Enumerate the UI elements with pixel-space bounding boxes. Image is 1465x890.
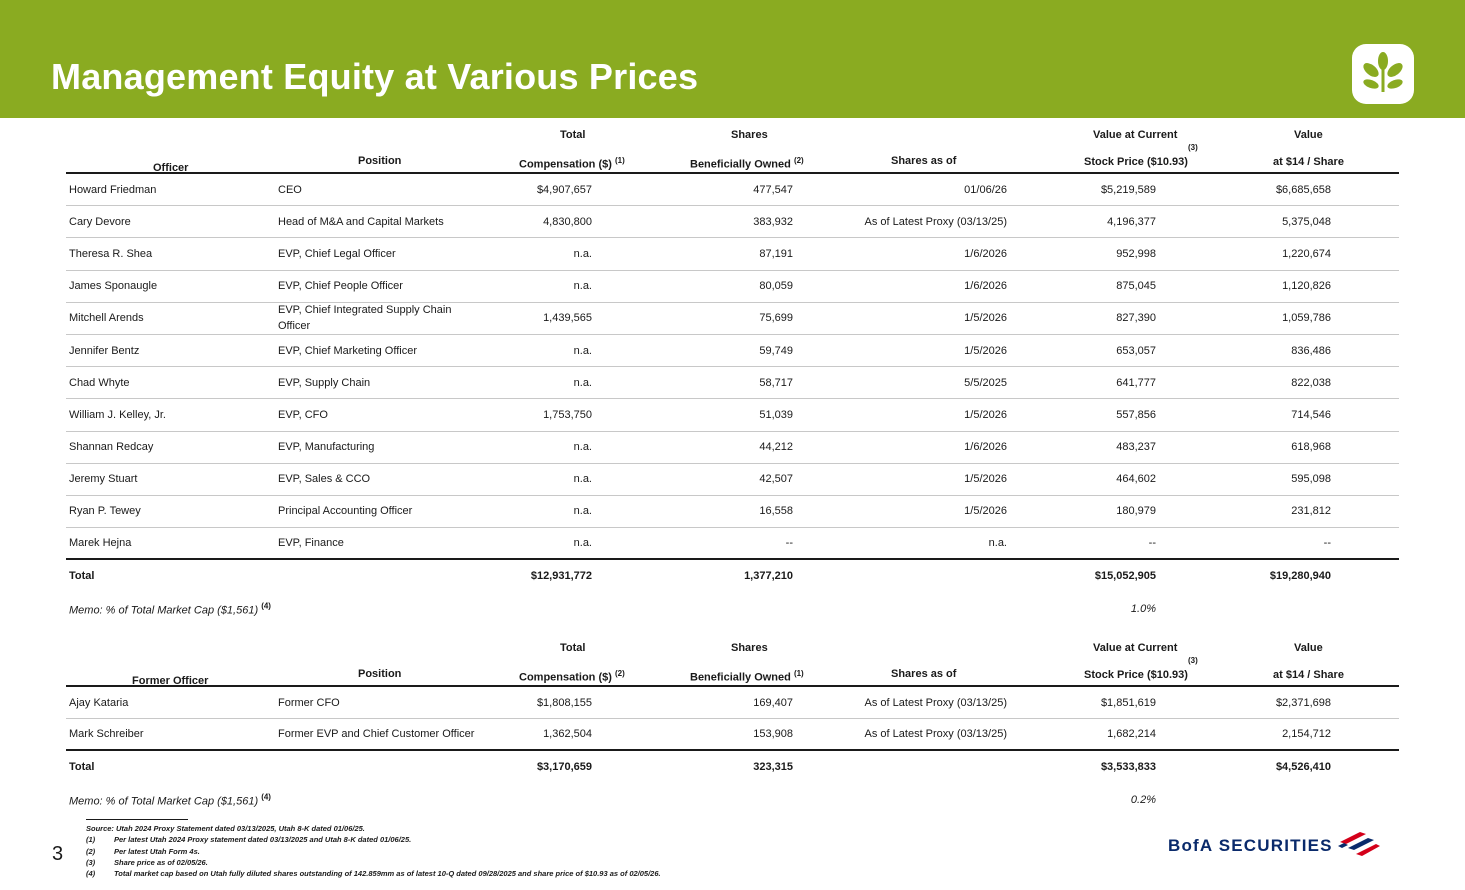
officer-name: Shannan Redcay [69, 441, 154, 454]
total-row [66, 560, 1399, 592]
officer-name: James Sponaugle [69, 280, 158, 293]
total-compensation: n.a. [573, 247, 592, 260]
table-row [66, 464, 1399, 496]
officer-name: Ryan P. Tewey [69, 505, 141, 518]
footnote-number: (4) [86, 869, 96, 879]
shares-as-of: As of Latest Proxy (03/13/25) [864, 215, 1007, 228]
table-row [66, 303, 1399, 335]
table-row [66, 206, 1399, 238]
value-current: 952,998 [1116, 247, 1156, 260]
footnote-number: (2) [86, 846, 96, 856]
value-at-14: 2,154,712 [1282, 728, 1331, 741]
table-row [66, 367, 1399, 399]
officer-position: Former EVP and Chief Customer Officer [278, 728, 475, 741]
shares-owned: 153,908 [753, 728, 793, 741]
shares-as-of: 5/5/2025 [964, 376, 1007, 389]
col-header-asof: Shares as of [891, 668, 957, 680]
shares-owned: 477,547 [753, 183, 793, 196]
value-current: 464,602 [1116, 473, 1156, 486]
table-body [66, 174, 1399, 560]
footnote-text: Share price as of 02/05/26. [114, 857, 208, 867]
officer-position: EVP, Chief Integrated Supply Chain Officer [278, 304, 452, 333]
title-banner [0, 0, 1465, 118]
total-compensation: n.a. [573, 376, 592, 389]
footnote-rule [86, 819, 188, 820]
officer-position: EVP, Manufacturing [278, 441, 375, 454]
footnote-number: (1) [86, 835, 96, 845]
officer-position: EVP, Chief Legal Officer [278, 247, 396, 260]
table-row [66, 528, 1399, 560]
officer-position: Principal Accounting Officer [278, 505, 413, 518]
col-header-shares: Beneficially Owned $^{(1)}$ [690, 669, 804, 684]
col-header-comp: Compensation ($) $^{(2)}$ [519, 669, 625, 684]
col-header-comp-top: Total [560, 129, 586, 141]
brand-wordmark: BofA SECURITIES [1168, 836, 1333, 855]
shares-owned: 58,717 [759, 376, 793, 389]
total-compensation: n.a. [573, 344, 592, 357]
officer-position: Head of M&A and Capital Markets [278, 215, 444, 228]
total-value: $3,533,833 [1100, 761, 1156, 774]
value-at-14: 1,220,674 [1282, 247, 1331, 260]
total-compensation: 4,830,800 [543, 215, 592, 228]
total-label: Total [69, 761, 95, 774]
table-row [66, 335, 1399, 367]
footnote-item [86, 846, 661, 857]
table-row [66, 271, 1399, 303]
memo-row [66, 784, 1399, 816]
current-officers-table [66, 125, 1399, 625]
col-header-value: Stock Price ($10.93) [1084, 669, 1188, 681]
value-at-14: $6,685,658 [1275, 183, 1331, 196]
value-at-14: 595,098 [1291, 473, 1331, 486]
col-header-value-top: Value at Current [1093, 642, 1178, 654]
col-header-value-note: (3) [1188, 656, 1198, 665]
shares-as-of: 1/6/2026 [964, 247, 1007, 260]
col-header-shares-top: Shares [731, 642, 768, 654]
total-compensation: n.a. [573, 505, 592, 518]
footnote-text: Per latest Utah Form 4s. [114, 846, 200, 856]
value-at-14: 1,059,786 [1282, 312, 1331, 325]
table-body [66, 687, 1399, 751]
shares-as-of: 1/6/2026 [964, 280, 1007, 293]
value-at-14: 822,038 [1291, 376, 1331, 389]
officer-position: EVP, Supply Chain [278, 376, 371, 389]
officer-name: Jennifer Bentz [69, 344, 140, 357]
officer-name: Marek Hejna [69, 537, 132, 550]
value-at-14: 231,812 [1291, 505, 1331, 518]
shares-owned: 59,749 [759, 344, 793, 357]
shares-owned: 42,507 [759, 473, 793, 486]
col-header-asof: Shares as of [891, 155, 957, 167]
total-compensation: n.a. [573, 473, 592, 486]
shares-owned: 80,059 [759, 280, 793, 293]
officer-position: EVP, Chief People Officer [278, 280, 403, 293]
table-header [66, 125, 1399, 174]
memo-row [66, 592, 1399, 624]
value-current: 4,196,377 [1107, 215, 1156, 228]
memo-value: 1.0% [1130, 602, 1156, 615]
col-header-comp: Compensation ($) $^{(1)}$ [519, 156, 625, 171]
shares-owned: -- [785, 537, 793, 550]
total-comp: $3,170,659 [536, 761, 592, 774]
col-header-value: Stock Price ($10.93) [1084, 156, 1188, 168]
officer-name: Cary Devore [69, 215, 131, 228]
shares-as-of: As of Latest Proxy (03/13/25) [864, 728, 1007, 741]
col-header-officer: Former Officer [132, 675, 209, 687]
total-shares: 323,315 [753, 761, 793, 774]
memo-value: 0.2% [1130, 793, 1156, 806]
officer-name: Chad Whyte [69, 376, 130, 389]
footnote-text: Total market cap based on Utah fully diluted shares outstanding of 142.859mm as of latest 10-Q dated 09/28/2025 and share price of $10.93 as of 02/05/26. [114, 869, 661, 879]
total-value14: $19,280,940 [1269, 570, 1331, 583]
col-header-value14-top: Value [1294, 129, 1323, 141]
col-header-shares: Beneficially Owned $^{(2)}$ [690, 156, 804, 171]
footnote-item [86, 857, 661, 868]
officer-name: Ajay Kataria [69, 696, 129, 709]
footnotes [86, 819, 661, 879]
shares-as-of: 1/5/2026 [964, 473, 1007, 486]
table-header [66, 638, 1399, 687]
shares-owned: 169,407 [753, 696, 793, 709]
value-at-14: 5,375,048 [1282, 215, 1331, 228]
officer-name: Howard Friedman [69, 183, 157, 196]
value-current: $1,851,619 [1100, 696, 1156, 709]
total-value: $15,052,905 [1094, 570, 1156, 583]
shares-as-of: 1/5/2026 [964, 344, 1007, 357]
value-at-14: 1,120,826 [1282, 280, 1331, 293]
shares-as-of: 01/06/26 [964, 183, 1007, 196]
value-current: -- [1148, 537, 1156, 550]
footnote-item [86, 834, 661, 845]
col-header-shares-top: Shares [731, 129, 768, 141]
table-row [66, 496, 1399, 528]
memo-label: Memo: % of Total Market Cap ($1,561) $^{(4)}$ [69, 792, 271, 807]
value-at-14: -- [1323, 537, 1331, 550]
total-compensation: n.a. [573, 280, 592, 293]
table-row [66, 238, 1399, 270]
value-at-14: 618,968 [1291, 441, 1331, 454]
former-officers-table [66, 638, 1399, 816]
footnote-number: (3) [86, 857, 96, 867]
officer-position: EVP, Sales & CCO [278, 473, 371, 486]
value-current: 827,390 [1116, 312, 1156, 325]
shares-as-of: 1/5/2026 [964, 312, 1007, 325]
total-compensation: n.a. [573, 441, 592, 454]
col-header-value14: at $14 / Share [1273, 669, 1344, 681]
value-current: 875,045 [1116, 280, 1156, 293]
value-current: $5,219,589 [1100, 183, 1156, 196]
officer-name: Theresa R. Shea [69, 247, 153, 260]
footnote-list [86, 834, 661, 879]
col-header-position: Position [358, 155, 402, 167]
shares-owned: 383,932 [753, 215, 793, 228]
total-compensation: 1,439,565 [543, 312, 592, 325]
officer-position: CEO [278, 183, 302, 196]
table-row [66, 719, 1399, 751]
page-number: 3 [52, 843, 64, 865]
shares-as-of: 1/5/2026 [964, 505, 1007, 518]
footnote-source: Source: Utah 2024 Proxy Statement dated 03/13/2025, Utah 8-K dated 01/06/25. [86, 824, 365, 833]
table-row [66, 432, 1399, 464]
total-compensation: $4,907,657 [536, 183, 592, 196]
value-current: 557,856 [1116, 408, 1156, 421]
col-header-value-top: Value at Current [1093, 129, 1178, 141]
col-header-value14: at $14 / Share [1273, 156, 1344, 168]
col-header-officer: Officer [153, 162, 189, 174]
shares-as-of: 1/5/2026 [964, 408, 1007, 421]
total-compensation: 1,362,504 [543, 728, 592, 741]
bofa-flag-icon [1336, 830, 1380, 856]
value-at-14: 836,486 [1291, 344, 1331, 357]
officer-name: Mitchell Arends [69, 312, 144, 325]
value-current: 180,979 [1116, 505, 1156, 518]
total-compensation: $1,808,155 [536, 696, 592, 709]
shares-owned: 87,191 [759, 247, 793, 260]
shares-as-of: n.a. [988, 537, 1007, 550]
shares-owned: 51,039 [759, 408, 793, 421]
footnote-item [86, 868, 661, 879]
col-header-value14-top: Value [1294, 642, 1323, 654]
shares-owned: 16,558 [759, 505, 793, 518]
total-value14: $4,526,410 [1275, 761, 1331, 774]
table-row [66, 687, 1399, 719]
officer-name: William J. Kelley, Jr. [69, 408, 166, 421]
total-compensation: 1,753,750 [543, 408, 592, 421]
shares-owned: 44,212 [759, 441, 793, 454]
total-comp: $12,931,772 [530, 570, 592, 583]
officer-name: Mark Schreiber [69, 728, 144, 741]
value-at-14: 714,546 [1291, 408, 1331, 421]
value-at-14: $2,371,698 [1275, 696, 1331, 709]
page-title: Management Equity at Various Prices [51, 56, 699, 97]
value-current: 483,237 [1116, 441, 1156, 454]
officer-position: EVP, CFO [278, 408, 328, 421]
officer-position: EVP, Finance [278, 537, 344, 550]
total-label: Total [69, 570, 95, 583]
officer-position: Former CFO [278, 696, 340, 709]
value-current: 653,057 [1116, 344, 1156, 357]
col-header-comp-top: Total [560, 642, 586, 654]
officer-position: EVP, Chief Marketing Officer [278, 344, 417, 357]
value-current: 1,682,214 [1107, 728, 1156, 741]
total-row [66, 751, 1399, 783]
shares-as-of: As of Latest Proxy (03/13/25) [864, 696, 1007, 709]
total-shares: 1,377,210 [744, 570, 793, 583]
company-logo-icon [1352, 44, 1414, 104]
total-compensation: n.a. [573, 537, 592, 550]
table-row [66, 174, 1399, 206]
footnote-text: Per latest Utah 2024 Proxy statement dated 03/13/2025 and Utah 8-K dated 01/06/25. [114, 835, 412, 845]
shares-as-of: 1/6/2026 [964, 441, 1007, 454]
col-header-position: Position [358, 668, 402, 680]
table-row [66, 399, 1399, 431]
shares-owned: 75,699 [759, 312, 793, 325]
col-header-value-note: (3) [1188, 143, 1198, 152]
officer-name: Jeremy Stuart [69, 473, 138, 486]
value-current: 641,777 [1116, 376, 1156, 389]
memo-label: Memo: % of Total Market Cap ($1,561) $^{(4)}$ [69, 601, 271, 616]
